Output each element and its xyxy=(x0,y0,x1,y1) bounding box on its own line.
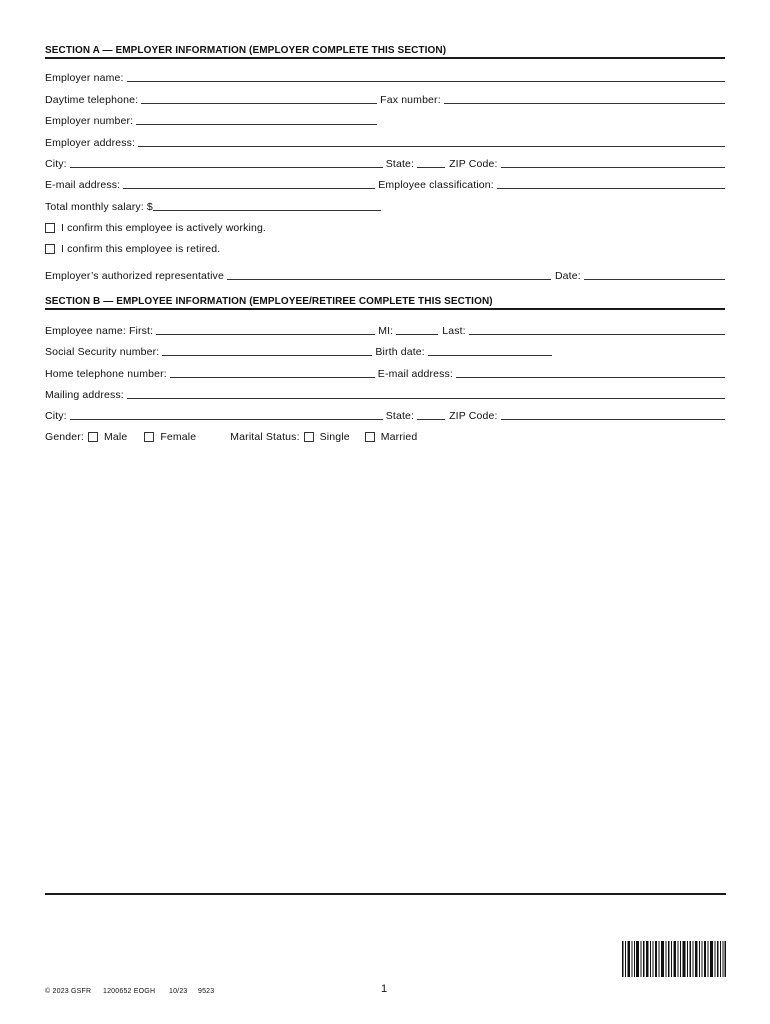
state-field[interactable] xyxy=(417,157,445,168)
fax-number-label: Fax number: xyxy=(380,94,441,106)
birth-date-label: Birth date: xyxy=(375,346,425,358)
employee-city-field[interactable] xyxy=(70,409,383,420)
employer-address-label: Employer address: xyxy=(45,137,136,149)
total-monthly-salary-field[interactable] xyxy=(153,200,381,211)
confirm-retired-checkbox[interactable] xyxy=(45,244,55,254)
male-label: Male xyxy=(104,431,128,443)
section-b-heading: SECTION B — EMPLOYEE INFORMATION (EMPLOYEE/RETIREE COMPLETE THIS SECTION) xyxy=(45,296,725,310)
state-label: State: xyxy=(385,158,415,170)
employee-name-first-label: Employee name: First: xyxy=(45,325,154,337)
married-checkbox[interactable] xyxy=(365,432,375,442)
birth-date-field[interactable] xyxy=(428,345,552,356)
home-telephone-label: Home telephone number: xyxy=(45,368,167,380)
footer-form-code: 1200652 EOGH xyxy=(103,988,156,995)
home-telephone-row xyxy=(45,366,725,380)
married-label: Married xyxy=(380,431,418,443)
email-address-label: E-mail address: xyxy=(45,179,121,191)
city-field[interactable] xyxy=(70,157,383,168)
confirm-retired-row xyxy=(45,241,725,255)
employee-classification-field[interactable] xyxy=(497,178,725,189)
last-name-label: Last: xyxy=(442,325,466,337)
footer-edition: 10/23 xyxy=(169,988,188,995)
employee-zip-label: ZIP Code: xyxy=(449,410,498,422)
ssn-field[interactable] xyxy=(162,345,372,356)
daytime-telephone-field[interactable] xyxy=(141,93,377,104)
employer-address-field[interactable] xyxy=(138,136,725,147)
employer-number-field[interactable] xyxy=(136,114,377,125)
home-telephone-field[interactable] xyxy=(170,367,375,378)
footer-copyright: © 2023 GSFR xyxy=(45,988,92,995)
employee-city-label: City: xyxy=(45,410,67,422)
confirm-working-checkbox[interactable] xyxy=(45,223,55,233)
city-label: City: xyxy=(45,158,67,170)
page-number: 1 xyxy=(381,983,388,995)
email-address-field[interactable] xyxy=(123,178,375,189)
gender-marital-row xyxy=(45,429,725,443)
mailing-address-label: Mailing address: xyxy=(45,389,124,401)
employer-number-row xyxy=(45,113,725,127)
employer-city-row xyxy=(45,156,725,170)
employer-name-field[interactable] xyxy=(127,71,725,82)
date-label: Date: xyxy=(554,270,581,282)
single-checkbox[interactable] xyxy=(304,432,314,442)
section-a-heading: SECTION A — EMPLOYER INFORMATION (EMPLOYER COMPLETE THIS SECTION) xyxy=(45,45,725,59)
mi-label: MI: xyxy=(378,325,394,337)
confirm-retired-label: I confirm this employee is retired. xyxy=(61,243,221,255)
date-field[interactable] xyxy=(584,269,725,280)
marital-status-label: Marital Status: xyxy=(230,431,300,443)
total-monthly-salary-row xyxy=(45,199,725,213)
employee-zip-field[interactable] xyxy=(501,409,725,420)
total-monthly-salary-label: Total monthly salary: $ xyxy=(45,201,153,213)
confirm-working-label: I confirm this employee is actively working. xyxy=(61,222,267,234)
mi-field[interactable] xyxy=(396,324,438,335)
single-label: Single xyxy=(319,431,350,443)
confirm-working-row xyxy=(45,220,725,234)
zip-code-field[interactable] xyxy=(501,157,725,168)
employee-email-field[interactable] xyxy=(456,367,725,378)
barcode-icon xyxy=(622,941,726,977)
gender-label: Gender: xyxy=(45,431,84,443)
mailing-address-row xyxy=(45,387,725,401)
first-name-field[interactable] xyxy=(156,324,375,335)
employee-name-row xyxy=(45,323,725,337)
authorized-representative-field[interactable] xyxy=(227,269,551,280)
last-name-field[interactable] xyxy=(469,324,725,335)
employee-city-row xyxy=(45,408,725,422)
authorized-representative-label: Employer’s authorized representative xyxy=(45,270,224,282)
employer-name-row xyxy=(45,70,725,84)
employer-address-row xyxy=(45,135,725,149)
employer-email-row xyxy=(45,177,725,191)
daytime-telephone-label: Daytime telephone: xyxy=(45,94,139,106)
authorized-representative-row xyxy=(45,268,725,282)
ssn-label: Social Security number: xyxy=(45,346,160,358)
ssn-row xyxy=(45,344,725,358)
employer-number-label: Employer number: xyxy=(45,115,134,127)
zip-code-label: ZIP Code: xyxy=(449,158,498,170)
footer-rule xyxy=(45,893,726,895)
fax-number-field[interactable] xyxy=(444,93,725,104)
employee-classification-label: Employee classification: xyxy=(378,179,494,191)
employer-name-label: Employer name: xyxy=(45,72,124,84)
female-label: Female xyxy=(160,431,197,443)
female-checkbox[interactable] xyxy=(144,432,154,442)
employee-state-field[interactable] xyxy=(417,409,445,420)
employee-email-label: E-mail address: xyxy=(377,368,453,380)
daytime-telephone-row xyxy=(45,92,725,106)
male-checkbox[interactable] xyxy=(88,432,98,442)
employee-state-label: State: xyxy=(385,410,415,422)
mailing-address-field[interactable] xyxy=(127,388,725,399)
footer-number: 9523 xyxy=(198,988,215,995)
